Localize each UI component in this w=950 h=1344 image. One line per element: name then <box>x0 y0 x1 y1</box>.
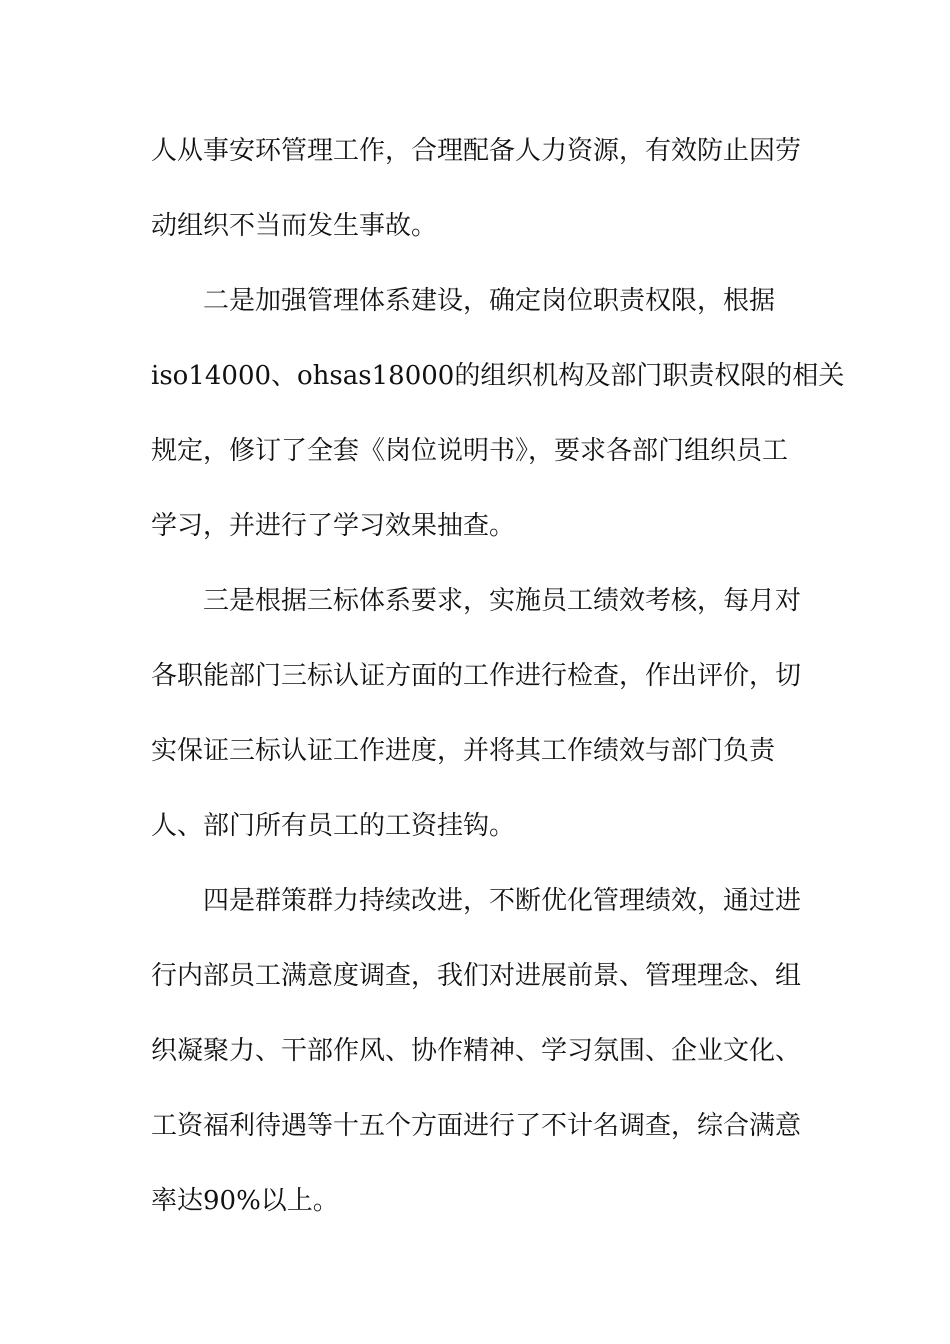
paragraph-2-line-4: 学习，并进行了学习效果抽查。 <box>151 511 516 541</box>
paragraph-3-line-3: 实保证三标认证工作进度，并将其工作绩效与部门负责 <box>151 736 776 766</box>
paragraph-4-line-1: 四是群策群力持续改进，不断优化管理绩效，通过进 <box>203 886 802 916</box>
paragraph-4-line-3: 织凝聚力、干部作风、协作精神、学习氛围、企业文化、 <box>151 1036 802 1066</box>
paragraph-4-line-5: 率达90%以上。 <box>151 1186 339 1216</box>
paragraph-1-line-2: 动组织不当而发生事故。 <box>151 211 438 241</box>
paragraph-3-line-4: 人、部门所有员工的工资挂钩。 <box>151 811 516 841</box>
paragraph-3-line-1: 三是根据三标体系要求，实施员工绩效考核，每月对 <box>203 586 802 616</box>
paragraph-3-line-2: 各职能部门三标认证方面的工作进行检查，作出评价，切 <box>151 661 802 691</box>
paragraph-2-line-3: 规定，修订了全套《岗位说明书》，要求各部门组织员工 <box>151 436 789 466</box>
document-body <box>151 114 845 1239</box>
paragraph-4-line-4: 工资福利待遇等十五个方面进行了不计名调查，综合满意 <box>151 1111 802 1141</box>
paragraph-2-line-1: 二是加强管理体系建设，确定岗位职责权限，根据 <box>203 286 776 316</box>
paragraph-1-line-1: 人从事安环管理工作，合理配备人力资源，有效防止因劳 <box>151 136 802 166</box>
paragraph-4-line-2: 行内部员工满意度调查，我们对进展前景、管理理念、组 <box>151 961 802 991</box>
paragraph-2-line-2: iso14000、ohsas18000的组织机构及部门职责权限的相关 <box>151 361 845 391</box>
